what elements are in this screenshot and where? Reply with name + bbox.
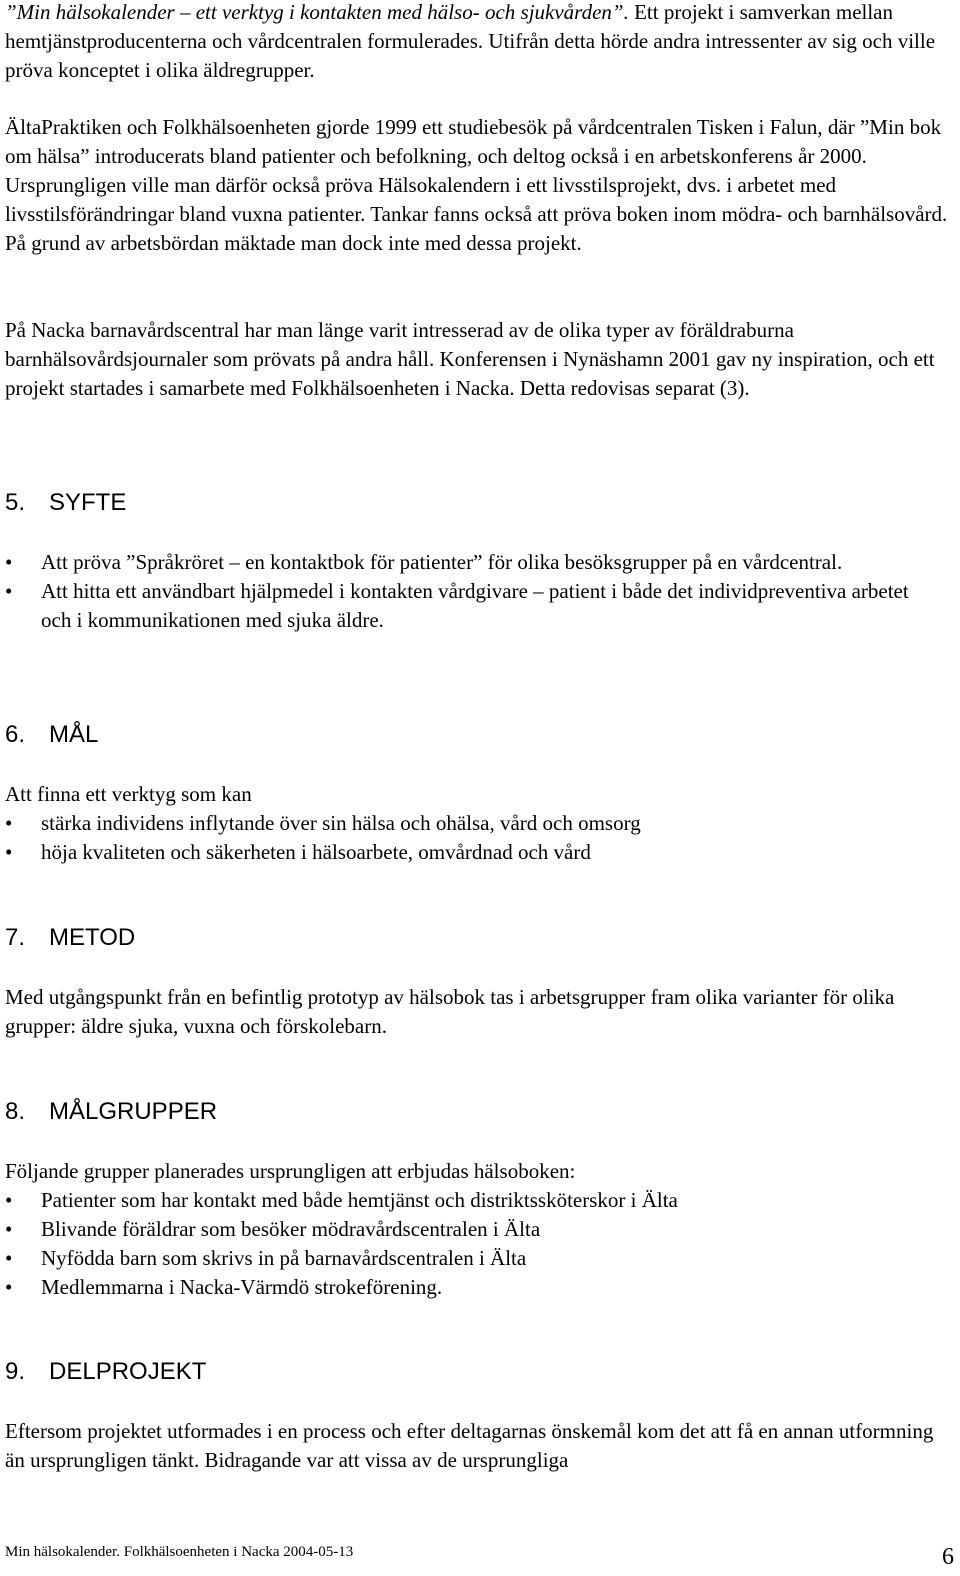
mal-lead-text: Att finna ett verktyg som kan bbox=[5, 782, 252, 806]
bullet-icon: • bbox=[5, 550, 13, 574]
metod-text: Med utgångspunkt från en befintlig prototyp av hälsobok tas i arbetsgrupper fram olika varianter för olika grupper: äldre sjuka, vuxna och förskolebarn. bbox=[5, 985, 895, 1038]
bullet-icon: • bbox=[5, 1275, 13, 1299]
section-heading-mal bbox=[5, 720, 98, 750]
list-item-text: stärka individens inflytande över sin hälsa och ohälsa, vård och omsorg bbox=[41, 811, 641, 835]
delprojekt-text: Eftersom projektet utformades i en process och efter deltagarnas önskemål kom det att få en annan utformning än ursprungligen tänkt. Bidragande var att vissa av de ursprungliga bbox=[5, 1419, 934, 1472]
section-number: 6. bbox=[5, 721, 26, 748]
section-title: SYFTE bbox=[49, 489, 127, 516]
section-number: 7. bbox=[5, 924, 26, 951]
section-title: MÅL bbox=[49, 721, 99, 748]
bullet-icon: • bbox=[5, 1217, 13, 1241]
syfte-bullet-list bbox=[5, 548, 935, 635]
bullet-icon: • bbox=[5, 1246, 13, 1270]
section-number: 8. bbox=[5, 1098, 26, 1125]
list-item bbox=[5, 577, 935, 635]
malgrupper-bullet-list bbox=[5, 1186, 935, 1302]
bullet-icon: • bbox=[5, 840, 13, 864]
section-heading-syfte bbox=[5, 488, 126, 518]
list-item bbox=[5, 838, 935, 867]
section-heading-delprojekt bbox=[5, 1357, 206, 1387]
list-item-text: Blivande föräldrar som besöker mödravårdscentralen i Älta bbox=[41, 1217, 541, 1241]
list-item-text: Att hitta ett användbart hjälpmedel i kontakten vårdgivare – patient i både det individpreventiva arbetet och i kommunikationen med sjuka äldre. bbox=[41, 579, 909, 632]
page-number: 6 bbox=[942, 1544, 954, 1570]
list-item bbox=[5, 1273, 935, 1302]
list-item bbox=[5, 1186, 935, 1215]
intro-title-italic: ”Min hälsokalender – ett verktyg i kontakten med hälso- och sjukvården”. bbox=[5, 0, 629, 24]
list-item bbox=[5, 1244, 935, 1273]
intro-paragraph bbox=[5, 0, 955, 85]
list-item bbox=[5, 548, 935, 577]
list-item-text: Patienter som har kontakt med både hemtjänst och distriktssköterskor i Älta bbox=[41, 1188, 678, 1212]
section-number: 5. bbox=[5, 489, 26, 516]
bullet-icon: • bbox=[5, 811, 13, 835]
list-item-text: Nyfödda barn som skrivs in på barnavårdscentralen i Älta bbox=[41, 1246, 527, 1270]
section-title: DELPROJEKT bbox=[49, 1358, 207, 1385]
list-item-text: höja kvaliteten och säkerheten i hälsoarbete, omvårdnad och vård bbox=[41, 840, 591, 864]
paragraph-nacka-bvc: På Nacka barnavårdscentral har man länge varit intresserad av de olika typer av föräldraburna barnhälsovårdsjournaler som prövats på andra håll. Konferensen i Nynäshamn 2001 gav ny inspiration, och ett projekt startades i samarbete med Folkhälsoenheten i Nacka. Detta redovisas separat (3). bbox=[5, 318, 935, 400]
list-item bbox=[5, 809, 935, 838]
paragraph-altapraktiken: ÄltaPraktiken och Folkhälsoenheten gjorde 1999 ett studiebesök på vårdcentralen Tisken i Falun, där ”Min bok om hälsa” introducerats bland patienter och befolkning, och deltog också i en arbetskonferens år 2000. Ursprungligen ville man därför också pröva Hälsokalendern i ett livsstilsprojekt, dvs. i arbetet med livsstilsförändringar bland vuxna patienter. Tankar fanns också att pröva boken inom mödra- och barnhälsovård. På grund av arbetsbördan mäktade man dock inte med dessa projekt. bbox=[5, 115, 948, 255]
list-item-text: Att pröva ”Språkröret – en kontaktbok för patienter” för olika besöksgrupper på en vårdcentral. bbox=[41, 550, 843, 574]
section-number: 9. bbox=[5, 1358, 26, 1385]
section-title: METOD bbox=[49, 924, 136, 951]
mal-bullet-list bbox=[5, 809, 935, 867]
section-heading-malgrupper bbox=[5, 1097, 217, 1127]
section-title: MÅLGRUPPER bbox=[49, 1098, 218, 1125]
section-heading-metod bbox=[5, 923, 135, 953]
malgrupper-lead-text: Följande grupper planerades ursprungligen att erbjudas hälsoboken: bbox=[5, 1159, 576, 1183]
bullet-icon: • bbox=[5, 1188, 13, 1212]
page-footer: Min hälsokalender. Folkhälsoenheten i Nacka 2004-05-13 bbox=[5, 1544, 354, 1560]
bullet-icon: • bbox=[5, 579, 13, 603]
intro-text: Ett projekt i samverkan mellan hemtjänstproducenterna och vårdcentralen formulerades. Utifrån detta hörde andra intressenter av sig och ville pröva konceptet i olika äldregrupper. bbox=[5, 0, 936, 82]
list-item bbox=[5, 1215, 935, 1244]
list-item-text: Medlemmarna i Nacka-Värmdö strokeförening. bbox=[41, 1275, 443, 1299]
